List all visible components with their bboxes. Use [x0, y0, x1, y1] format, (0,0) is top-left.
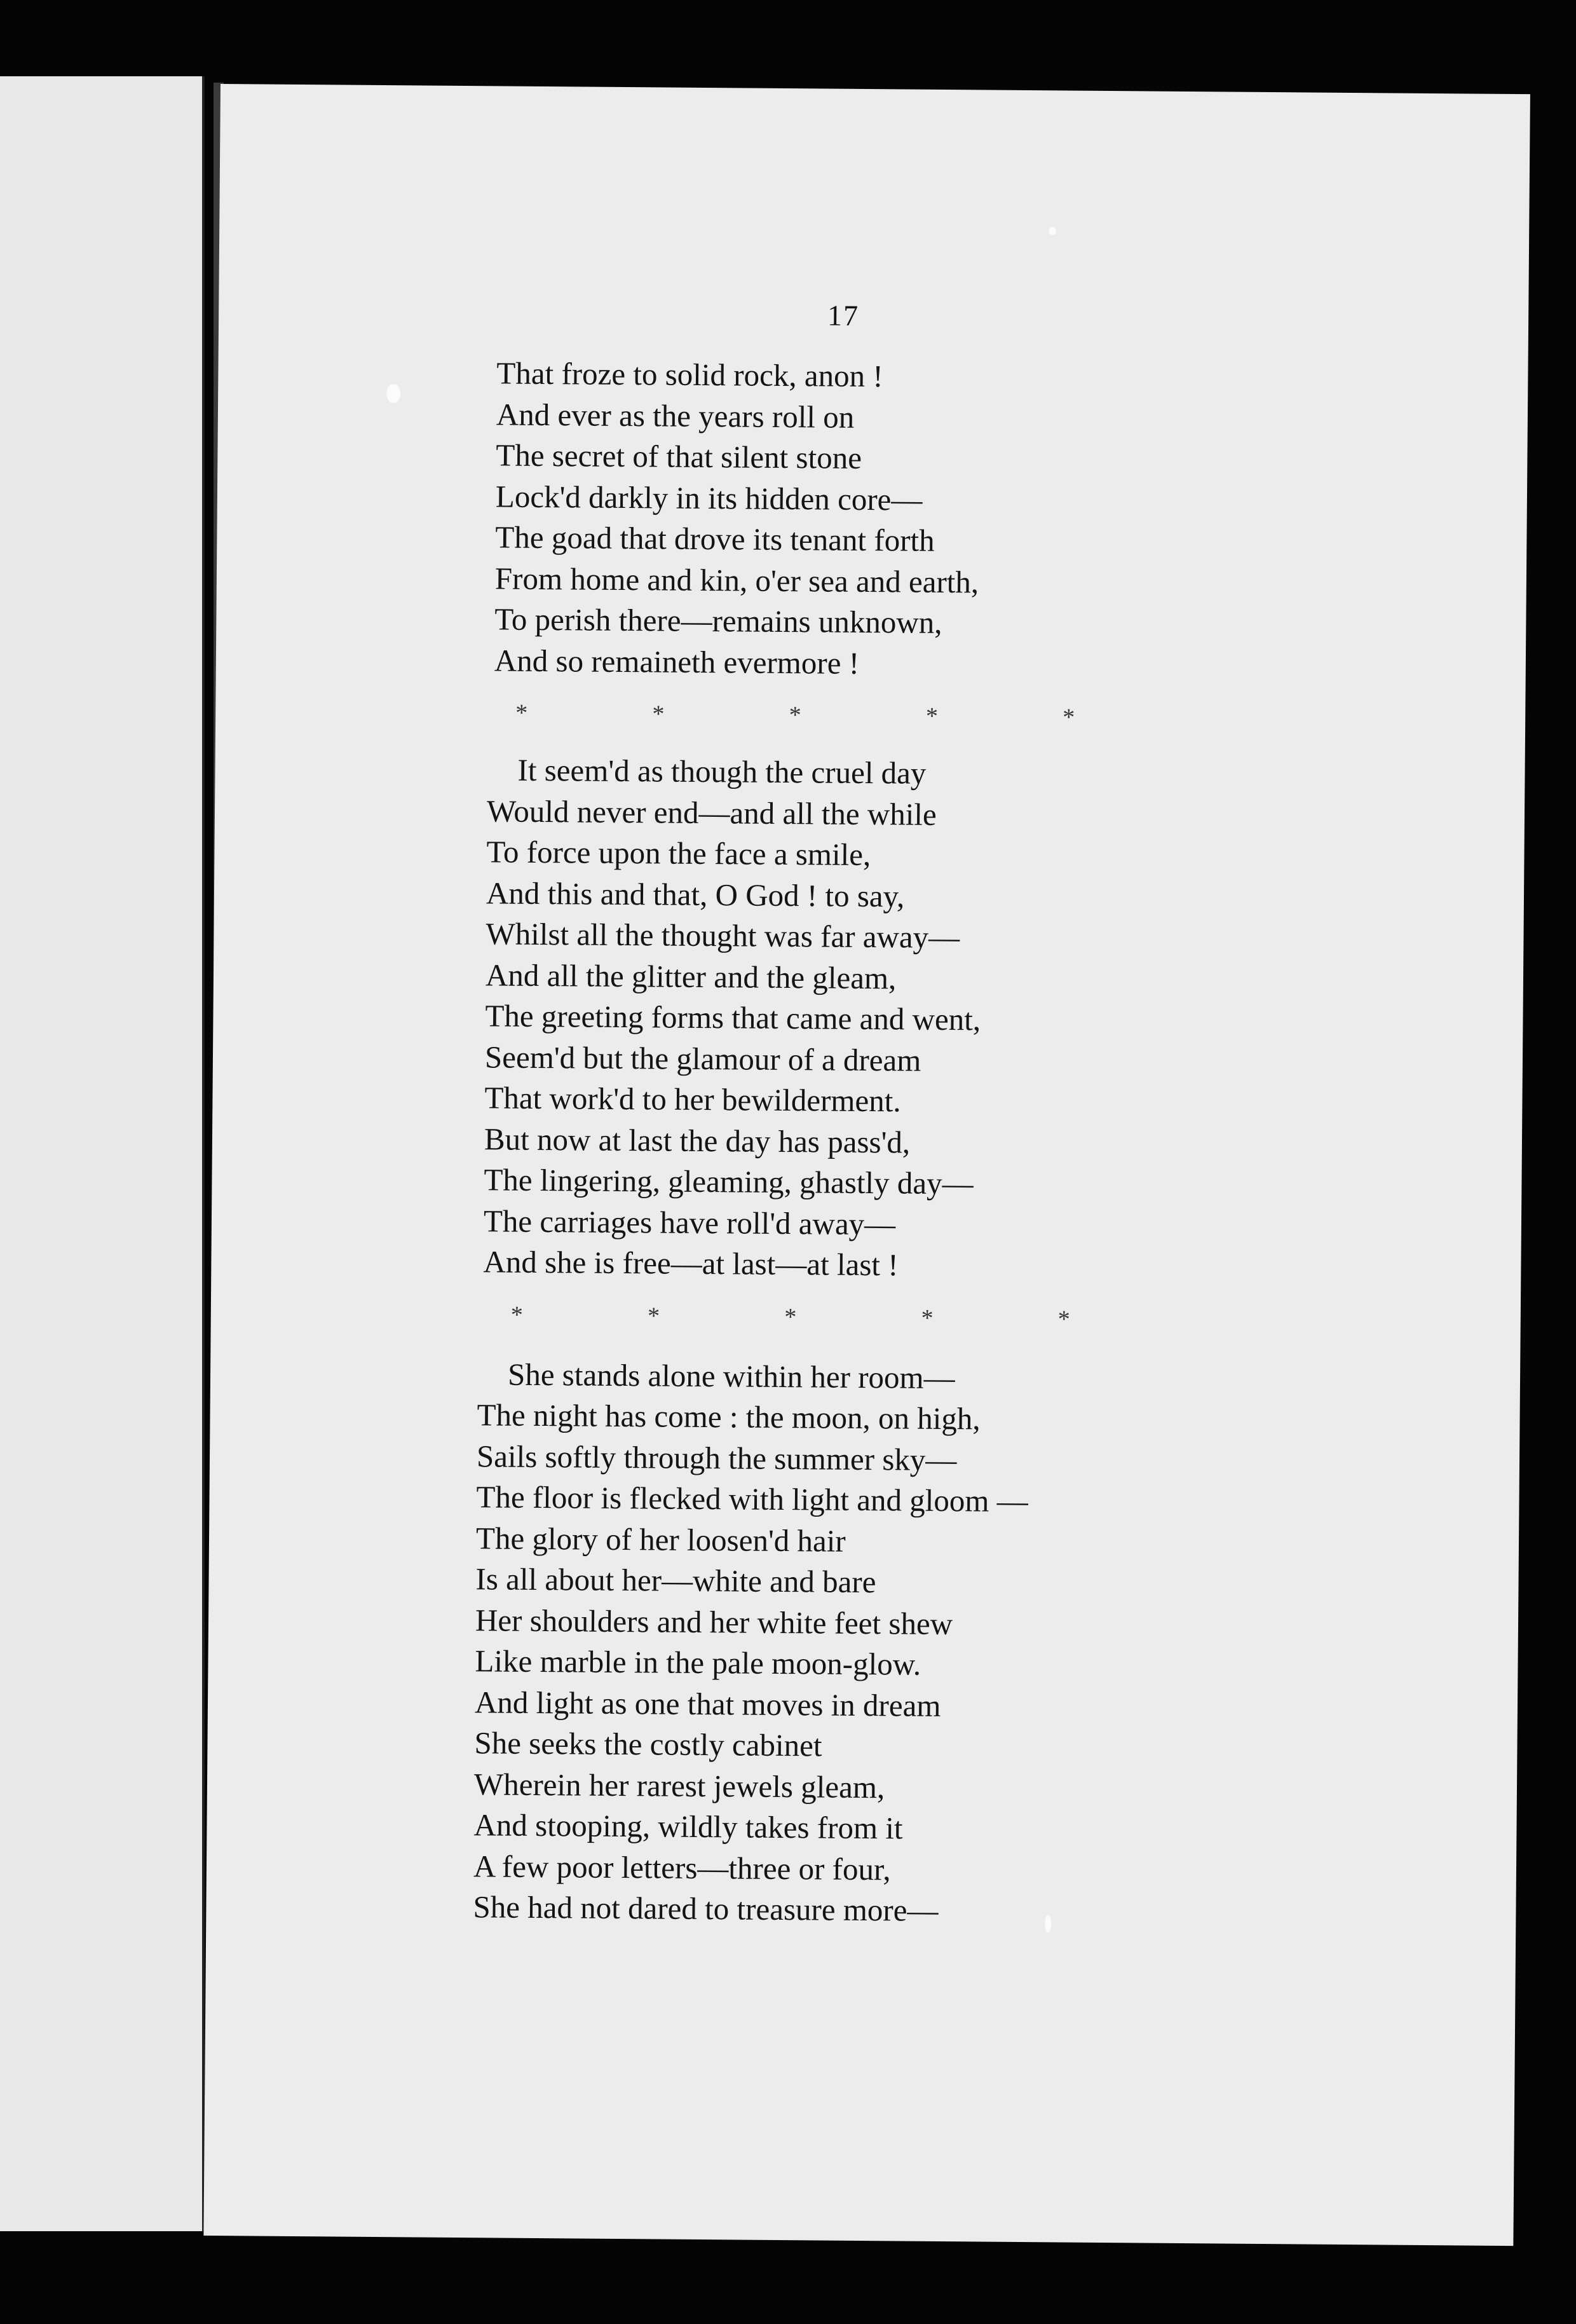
asterisk: * — [925, 702, 939, 730]
poem-line: She seeks the costly cabinet — [474, 1725, 822, 1763]
poem-line: And so remaineth evermore ! — [494, 642, 860, 681]
poem-line: But now at last the day has pass'd, — [484, 1121, 911, 1160]
facing-page — [0, 76, 205, 2231]
poem-line: Seem'd but the glamour of a dream — [484, 1039, 921, 1078]
book-page — [203, 84, 1530, 2246]
poem-line: The secret of that silent stone — [496, 437, 862, 475]
asterisk: * — [784, 1303, 797, 1330]
poem-line: Whilst all the thought was far away— — [486, 916, 960, 955]
stanza-3 — [473, 1354, 1494, 1936]
poem-text — [473, 353, 1502, 1936]
scan-speck — [1049, 227, 1056, 235]
poem-line: The goad that drove its tenant forth — [495, 519, 935, 558]
stanza-2 — [483, 749, 1499, 1290]
poem-line: It seem'd as though the cruel day — [517, 752, 927, 791]
poem-line: And this and that, O God ! to say, — [486, 875, 905, 913]
poem-line: And ever as the years roll on — [496, 396, 855, 435]
poem-line: Wherein her rarest jewels gleam, — [473, 1766, 885, 1805]
poem-line: That froze to solid rock, anon ! — [496, 355, 883, 394]
asterisk: * — [515, 699, 528, 727]
section-separator — [510, 1283, 1070, 1351]
poem-line: The floor is flecked with light and gloom — — [476, 1479, 1028, 1519]
poem-line: Would never end—and all the while — [486, 793, 937, 832]
poem-line: That work'd to her bewilderment. — [484, 1080, 901, 1119]
poem-line: The glory of her loosen'd hair — [475, 1520, 846, 1559]
poem-line: Like marble in the pale moon-glow. — [475, 1643, 921, 1682]
poem-line: The carriages have roll'd away— — [483, 1203, 896, 1241]
poem-line: And all the glitter and the gleam, — [485, 957, 897, 995]
poem-line: Sails softly through the summer sky— — [476, 1438, 957, 1477]
poem-line: She stands alone within her room— — [507, 1357, 955, 1395]
poem-line: Is all about her—white and bare — [475, 1561, 876, 1600]
section-separator — [515, 681, 1075, 749]
poem-line: And light as one that moves in dream — [474, 1684, 941, 1723]
asterisk: * — [1057, 1305, 1070, 1333]
asterisk: * — [1063, 704, 1075, 731]
poem-line: The lingering, gleaming, ghastly day— — [484, 1162, 974, 1201]
poem-line: And she is free—at last—at last ! — [483, 1244, 899, 1283]
poem-line: To perish there—remains unknown, — [494, 601, 942, 640]
asterisk: * — [647, 1302, 660, 1329]
scan-speck — [386, 384, 400, 403]
page-number: 17 — [827, 299, 860, 332]
poem-line: To force upon the face a smile, — [486, 834, 871, 873]
poem-line: The night has come : the moon, on high, — [477, 1397, 981, 1437]
poem-line: Her shoulders and her white feet shew — [475, 1602, 953, 1641]
asterisk: * — [921, 1304, 934, 1332]
poem-line: A few poor letters—three or four, — [473, 1848, 891, 1887]
asterisk: * — [789, 702, 801, 729]
poem-line: The greeting forms that came and went, — [485, 998, 981, 1037]
asterisk: * — [510, 1301, 523, 1329]
poem-line: From home and kin, o'er sea and earth, — [494, 560, 979, 599]
poem-line: And stooping, wildly takes from it — [473, 1807, 903, 1846]
poem-line: She had not dared to treasure more— — [473, 1889, 939, 1928]
poem-line: Lock'd darkly in its hidden core— — [495, 478, 923, 517]
stanza-1 — [494, 353, 1502, 688]
asterisk: * — [652, 701, 665, 728]
